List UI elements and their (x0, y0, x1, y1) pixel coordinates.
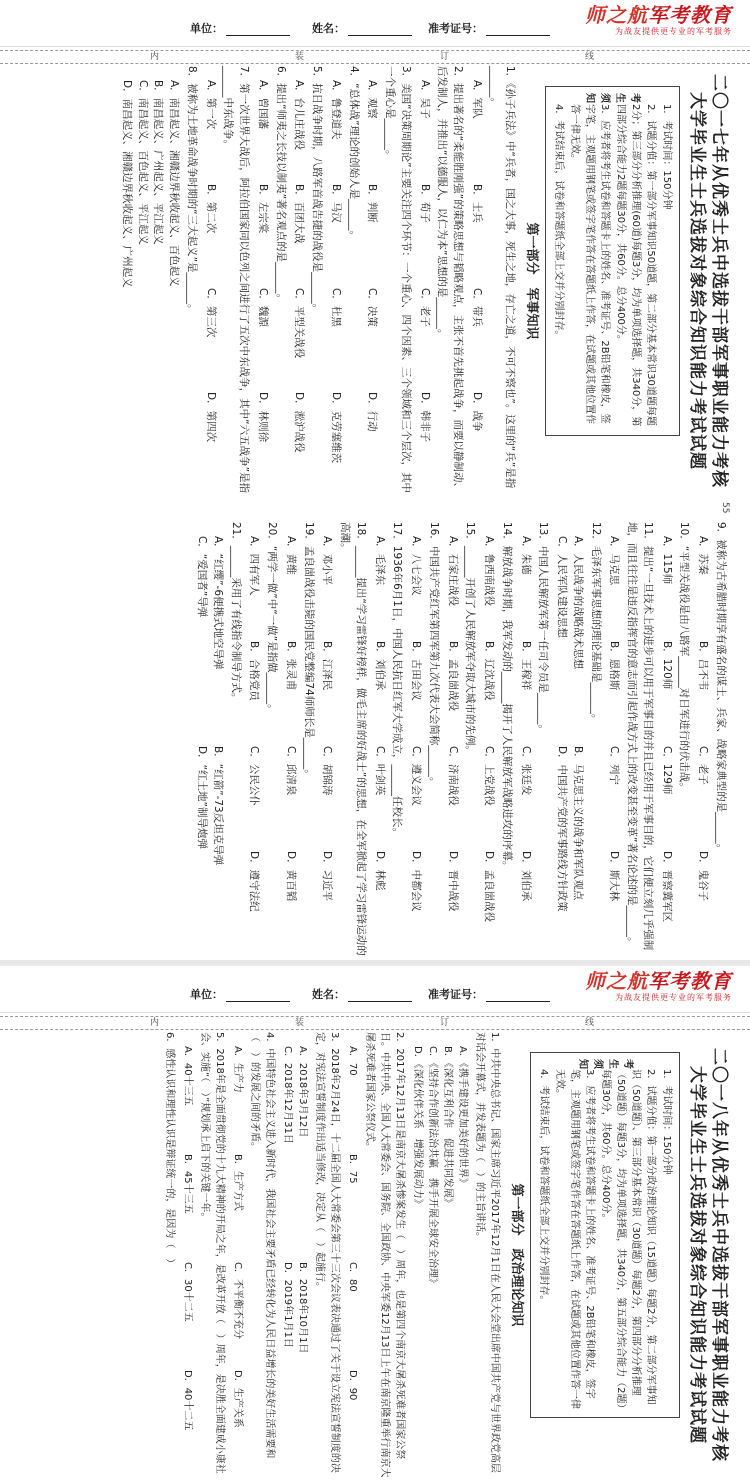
answer-option[interactable]: C．80 (347, 1262, 359, 1292)
answer-option[interactable]: B．王稼祥 (519, 641, 532, 691)
answer-option[interactable]: C．第三次 (204, 288, 217, 338)
question-text: 20．“两学一做”中“一做”是指做______。 (266, 522, 279, 715)
logo-slogan: 为战友提供更专业的军考服务 (615, 27, 732, 36)
brand-logo (585, 970, 732, 1003)
answer-option[interactable]: C．邱清泉 (285, 746, 297, 796)
answer-option[interactable]: D．行动 (366, 392, 379, 432)
binding-line (0, 50, 750, 64)
answer-option[interactable]: B．孟良崮战役 (446, 641, 459, 712)
answer-option[interactable]: D．中都会议 (410, 851, 423, 912)
answer-options (118, 80, 181, 496)
answer-options (346, 1046, 361, 1478)
answer-option[interactable]: C．不平衡不充分 (232, 1262, 244, 1339)
answer-option[interactable]: D．中国共产党的军事路线方针政策 (556, 746, 569, 912)
answer-option[interactable]: B．古田会议 (410, 641, 423, 701)
question-text: 17．1936年6月1日，中国人民抗日红军大学成立，______任校长。 (391, 522, 404, 838)
answer-options (408, 536, 424, 956)
binding-line (0, 1016, 750, 1030)
answer-option[interactable]: B．75 (347, 1154, 359, 1184)
unit-blank[interactable] (226, 991, 290, 1002)
question-text: 15．______开创了人民解放军夺取大城市的先例。 (464, 522, 477, 756)
answer-option[interactable]: D．《深化伙伴关系 增强发展动力》 (412, 1046, 424, 1209)
question-list-page3 (163, 1032, 503, 1478)
answer-option[interactable]: A．鲁登道夫 (330, 80, 342, 140)
answer-option[interactable]: B．张灵甫 (285, 641, 297, 691)
answer-option[interactable]: D．黄百韬 (285, 851, 297, 902)
answer-options (246, 536, 262, 956)
answer-option[interactable]: C．遵义会议 (410, 746, 423, 806)
answer-options (481, 536, 497, 956)
answer-option[interactable]: B．江泽民 (321, 641, 334, 691)
answer-option[interactable]: B．南昌起义、广州起义、平江起义 (152, 80, 165, 245)
question-text: 16．中国共产党红军第四军第九次代表大会简称______。 (428, 522, 440, 788)
answer-option[interactable]: D．林则徐 (257, 392, 269, 443)
ticket-field (428, 986, 550, 1002)
answer-option[interactable]: C．人民军队建设思想 (556, 536, 569, 638)
answer-options (364, 80, 380, 496)
question-text: 2．2017年12月13日是南京大屠杀惨案发生（ ）周年，也是第四个南京大屠杀死难者国家公祭日。中共中央、全国人大常委会、国务院、全国政协、中央军委12月13日上午在南京隆重举行南京大屠杀死难者国家公祭仪式。 (364, 1032, 406, 1478)
answer-options (411, 1046, 471, 1478)
logo-text-b: 军考教育 (648, 3, 732, 27)
answer-options (319, 536, 335, 956)
name-field (312, 20, 412, 36)
answer-options (416, 80, 432, 496)
logo-text-b: 军考教育 (648, 969, 732, 993)
answer-option[interactable]: C．“爱国者”导弹 (196, 536, 209, 618)
answer-option[interactable]: D．生产关系 (232, 1370, 244, 1428)
answer-options (327, 80, 343, 496)
answer-option[interactable]: B．45十三五 (182, 1154, 194, 1214)
notes-label: 考生须知 (577, 1059, 633, 1069)
answer-option[interactable]: B．判断 (366, 184, 379, 223)
unit-field (190, 20, 290, 36)
ticket-blank[interactable] (486, 25, 550, 36)
note-item: 4．考试结束后，试卷和答题纸全部上交并分别封存。 (538, 1069, 549, 1306)
exam-title-line2: 大学毕业生士兵选拔对象综合知识能力考试试题 (687, 92, 707, 470)
answer-options (468, 80, 484, 496)
answer-options (444, 536, 460, 956)
section-heading: 第一部分 政治理论知识 (509, 1183, 524, 1327)
question-text: 13．中国人民解放军第一任司令员是______。 (537, 522, 550, 735)
answer-option[interactable]: A．石家庄战役 (446, 536, 459, 607)
answer-option[interactable]: C．《坚持合作创新法治共赢 携手开展全球安全治理》 (427, 1046, 439, 1288)
answer-option[interactable]: D．刘伯承 (519, 851, 532, 902)
answer-option[interactable]: C．胡锦涛 (321, 746, 334, 796)
brand-logo (585, 4, 732, 37)
unit-field (190, 986, 290, 1002)
question-text: 8．被称为土地革命战争时期的“三大起义”是______。 (186, 66, 198, 315)
question-text: 1．中共中央总书记、国家主席习近平2017年12月1日在人民大会堂出席中国共产党与世界政党高层对话会开幕式，并发表题为（ ）的主旨讲话。 (474, 1032, 501, 1473)
question-text: 6．提出“师夷之长技以制夷”著名观点的是______。 (274, 66, 287, 305)
answer-options (254, 80, 270, 496)
answer-option[interactable]: A．八七会议 (410, 536, 423, 596)
logo-text-a: 师之航 (585, 969, 648, 993)
answer-options (282, 536, 298, 956)
question-text: 14．解放战争时期，我军发动的______揭开了人民解放军战略进攻的序幕。 (501, 522, 513, 872)
page-number: 55 (720, 502, 730, 514)
unit-label: 单位： (190, 988, 223, 1001)
question-text: 12．毛泽东军事思想的理论基础是______。 (589, 522, 602, 725)
answer-option[interactable]: C．上党战役 (483, 746, 496, 806)
answer-option[interactable]: A．南昌起义、湘赣边界秋收起义、百色起义 (168, 80, 181, 287)
note-item: 1．考试时间：150分钟 (661, 104, 672, 210)
answer-option[interactable]: C．南昌起义、百色起义、平江起义 (136, 80, 149, 245)
rotated-content-1 (20, 66, 730, 956)
answer-option[interactable]: B．“红箭”-73反坦克导弹 (212, 746, 224, 866)
question-text: 5．抗日战争时期，八路军首战告捷的战役是______。 (311, 66, 324, 315)
answer-option[interactable]: A．吴子 (418, 80, 431, 119)
binding-inner: 内 (150, 52, 160, 62)
note-item: 4．考试结束后，试卷和答题纸全部上交并分别封存。 (553, 104, 564, 341)
answer-option[interactable]: D．战争 (471, 392, 483, 432)
answer-option[interactable]: B．刘伯承 (373, 641, 386, 691)
answer-options (554, 536, 586, 956)
rotated-area-1 (0, 66, 750, 956)
answer-options (194, 536, 226, 956)
answer-option[interactable]: D．鬼谷子 (697, 851, 710, 902)
exam-title-line1: 二〇一八年从优秀士兵中选拔干部军事职业能力考核 (709, 1048, 729, 1462)
question-list-page1 (118, 66, 517, 496)
answer-option[interactable]: A．“红缨”-6便携式地空导弹 (212, 536, 224, 670)
answer-options (371, 536, 387, 956)
question-text: 10．“平型关战役是由八路军______对日军进行的伏击战。 (678, 522, 691, 793)
question-text: 1．《孙子兵法》中“兵者，国之大事，死生之地，存亡之道，不可不察也”。这里的“兵”是指______。 (488, 66, 517, 489)
binding-line-char: 线 (585, 1018, 595, 1028)
answer-option[interactable]: D．孟良崮战役 (483, 851, 496, 923)
answer-option[interactable]: C．老子 (418, 288, 431, 327)
answer-options (231, 1046, 246, 1478)
question-text: 5．2018年是全面贯彻党的十九大精神的开局之年，是改革开放（ ）周年，是决胜全面建成小康社会、实施“（ ）”规划承上启下的关键一年。 (199, 1032, 226, 1474)
rotated-content-2 (20, 1032, 730, 1478)
answer-option[interactable]: B．恩格斯 (608, 641, 621, 691)
answer-option[interactable]: A．人民战争的战略战术思想 (572, 536, 584, 670)
answer-options (517, 536, 533, 956)
answer-options (291, 80, 307, 496)
answer-option[interactable]: B．百团大战 (293, 184, 306, 244)
answer-option[interactable]: A．鲁西南战役 (483, 536, 496, 607)
answer-option[interactable]: A．毛泽东 (373, 536, 386, 586)
note-item: 3．应考者将考生试卷和答题卡上的姓名、准考证号、2B铅笔和橡皮，签字笔，主观题用钢笔或签字笔作答在答题纸上作答，在试题或其他位置作答一律无效。 (569, 104, 610, 425)
answer-option[interactable]: C．30十二五 (182, 1262, 194, 1322)
answer-option[interactable]: D．90 (347, 1370, 359, 1401)
answer-option[interactable]: D．韩非子 (418, 392, 431, 443)
exam-title-line1: 二〇一七年从优秀士兵中选拔干部军事职业能力考核 (709, 74, 729, 488)
answer-option[interactable]: C．叶剑英 (373, 746, 386, 796)
binding-inner: 内 (150, 1018, 160, 1028)
answer-option[interactable]: A．观察 (366, 80, 379, 119)
binding-order: 订 (440, 1018, 450, 1028)
binding-bind: 装 (295, 52, 305, 62)
answer-option[interactable]: D．克劳塞维茨 (330, 392, 342, 464)
question-text: 2．提出著名的“柔能胜刚强”的策略思想与韬略观点，主张不首先挑起战争，而要以静制动、后发制人，并推出“以德服人，以仁为本”思想的是______。 (436, 66, 465, 494)
answer-option[interactable]: A．马克思 (608, 536, 621, 586)
question-text: 21．______采用了有线指令制导方式。 (229, 522, 242, 704)
ticket-label: 准考证号： (428, 988, 483, 1001)
rotated-area-2 (0, 1032, 750, 1478)
answer-option[interactable]: D．第四次 (204, 392, 217, 443)
answer-option[interactable]: D．南昌起义、湘赣边界秋收起义、广州起义 (121, 80, 133, 288)
answer-option[interactable]: D．晋察冀军区 (660, 851, 673, 923)
logo-text-a: 师之航 (585, 3, 648, 27)
answer-option[interactable]: B．马汉 (330, 184, 342, 223)
exam-sheet-2018 (0, 966, 750, 1482)
answer-option[interactable]: B．第二次 (204, 184, 217, 234)
logo-slogan: 为战友提供更专业的军考服务 (615, 993, 732, 1002)
answer-option[interactable]: D．40十二五 (182, 1370, 194, 1431)
binding-order: 订 (440, 52, 450, 62)
answer-option[interactable]: C．列宁 (608, 746, 621, 785)
answer-option[interactable]: D．淞沪战役 (293, 392, 306, 453)
unit-blank[interactable] (226, 25, 290, 36)
page-3 (161, 1032, 731, 1478)
answer-option[interactable]: C．129师 (660, 746, 673, 795)
answer-option[interactable]: C．带兵 (471, 288, 483, 327)
answer-option[interactable]: C．张廷发 (519, 746, 532, 796)
page-2 (191, 522, 731, 956)
answer-option[interactable]: B．120师 (660, 641, 673, 690)
answer-option[interactable]: B．合格党员 (248, 641, 261, 701)
section-heading: 第一部分 军事知识 (524, 222, 539, 340)
answer-option[interactable]: C．老子 (697, 746, 710, 785)
binding-bind: 装 (295, 1018, 305, 1028)
name-label: 姓名： (312, 22, 345, 35)
answer-option[interactable]: A．2018年3月12日 (297, 1046, 309, 1138)
answer-option[interactable]: A．115师 (660, 536, 673, 585)
answer-options (658, 536, 674, 956)
answer-options (281, 1046, 311, 1478)
ticket-label: 准考证号： (428, 22, 483, 35)
unit-label: 单位： (190, 22, 223, 35)
question-text: 3．美国“决策周期论”主要关注四个环节：一个重心、四个因素、三个领域和三个层次，其中一个重心是______。 (384, 66, 412, 494)
answer-options (695, 536, 711, 956)
answer-option[interactable]: C．平型关战役 (293, 288, 306, 359)
answer-option[interactable]: C．公民公仆 (248, 746, 261, 806)
name-label: 姓名： (312, 988, 345, 1001)
exam-notes-box (530, 1052, 680, 1418)
page-1 (115, 66, 730, 496)
answer-option[interactable]: A．苏秦 (697, 536, 710, 575)
answer-option[interactable]: B．左宗棠 (257, 184, 269, 234)
note-item: 2．试题分值：第一部分政治理论知识（15道题）每题2分，第二部分军事知识（50道题）、第三部分基本常识（30道题）每题2分，第四部分分析推理（50道题）每题3分，均为单项选择题，共340分，第五部分综合能力（2题）每题30分，共60分。总分400分。 (600, 1069, 656, 1409)
ticket-blank[interactable] (486, 991, 550, 1002)
answer-option[interactable]: C．2018年12月31日 (282, 1046, 294, 1144)
answer-option[interactable]: A．四有军人 (248, 536, 261, 596)
answer-option[interactable]: D．斯大林 (608, 851, 621, 902)
note-item: 2．试题分值：第一部分军事知识50道题，第二部分基本常识30道题每题2分；第三部分分析推理(60道)每题3分，均为单项选择题，共340分，第四部分综合能力2题每题30分，共60分。总分400分。 (615, 104, 656, 427)
question-text: 18．______提出“学习雷锋好榜样，做毛主席的好战士”的思想，在全军掀起了学习雷锋运动的高潮。 (339, 522, 367, 956)
answer-option[interactable]: A．邓小平 (321, 536, 334, 586)
answer-options (181, 1046, 196, 1478)
answer-option[interactable]: B．辽沈战役 (483, 641, 496, 701)
question-text: 4．“总体战”理论的创始人是______。 (347, 66, 360, 242)
answer-option[interactable]: C．决策 (366, 288, 379, 327)
answer-option[interactable]: B．士兵 (471, 184, 483, 223)
answer-option[interactable]: D．遵守法纪 (248, 851, 261, 912)
answer-option[interactable]: A．生产力 (232, 1046, 244, 1093)
answer-option[interactable]: C．魏源 (257, 288, 269, 327)
answer-option[interactable]: A．《携手建设更加美好的世界》 (457, 1046, 469, 1188)
answer-option[interactable]: B．2018年10月1日 (297, 1262, 309, 1354)
note-item: 1．考试时间：150分钟 (661, 1069, 672, 1175)
name-blank[interactable] (348, 991, 412, 1002)
answer-option[interactable]: D．2019年1月1日 (282, 1262, 294, 1348)
answer-option[interactable]: A．第一次 (204, 80, 217, 130)
question-text: 7．第一次世界大战后，阿拉伯国家同以色列之间进行了五次中东战争，其中“六五战争”是指______中东战争。 (222, 66, 251, 494)
name-blank[interactable] (348, 25, 412, 36)
answer-option[interactable]: A．70 (347, 1046, 359, 1076)
answer-option[interactable]: D．晋中战役 (446, 851, 459, 912)
note-item: 3．应考者将考生试卷和答题卡上的姓名、准考证号、2B铅笔和橡皮，签字笔，主观题用钢笔或签字笔作答在答题纸上作答，在试题或其他位置作答一律无效。 (554, 1069, 595, 1409)
answer-option[interactable]: A．曾国藩 (257, 80, 269, 130)
answer-option[interactable]: B．荀子 (418, 184, 431, 223)
answer-option[interactable]: A．黄维 (285, 536, 297, 575)
question-text: 11．提出“一旦技术上的进步可以用于军事目的并且已经用于军事目的，它们便立刻几乎强制地，而且往往是违反指挥官的意志而引起作战方式上的改变甚至变革”著名论述的是______。 (626, 522, 654, 951)
exam-title-line2: 大学毕业生士兵选拔对象综合知识能力考试试题 (687, 1066, 707, 1444)
notes-label: 考生须知 (584, 93, 641, 103)
name-field (312, 986, 412, 1002)
question-text: 19．孟良崮战役击毙的国民党整编74师师长是______。 (302, 522, 315, 780)
binding-line-char: 线 (585, 52, 595, 62)
answer-option[interactable]: A．朱德 (519, 536, 532, 575)
question-text: 9．被称为古希腊时期享有盛名的谋士、兵家、战略家典型的是______。 (715, 522, 727, 855)
answer-option[interactable]: B．吕不韦 (697, 641, 710, 691)
answer-options (202, 80, 218, 496)
answer-option[interactable]: D．习近平 (321, 851, 334, 902)
answer-option[interactable]: A．台儿庄战役 (293, 80, 306, 151)
sheet-header (0, 966, 750, 1013)
answer-option[interactable]: D．林彪 (373, 851, 386, 891)
answer-option[interactable]: C．济南战役 (446, 746, 459, 806)
question-list-page2 (194, 522, 729, 956)
answer-options (606, 536, 622, 956)
question-text: 6．感性认识和理性认识是辩证统一的，是因为（ ） (164, 1032, 176, 1269)
answer-option[interactable]: A．军队 (471, 80, 483, 119)
ticket-field (428, 20, 550, 36)
answer-option[interactable]: B．生产方式 (232, 1154, 244, 1211)
exam-notes-box (545, 86, 680, 436)
question-text: 3．2018年2月24日，十二届全国人大常委会第三十三次会议表决通过了关于设立宪法宣誓制度的决定，对宪法宣誓制度作出适当修改，决定从（ ）起施行。 (314, 1032, 341, 1473)
answer-option[interactable]: B．马克思主义的战争和军队观点 (572, 746, 584, 901)
answer-option[interactable]: C．杜黑 (330, 288, 342, 327)
question-text: 4．中国特色社会主义进入新时代，我国社会主要矛盾已经转化为人民日益增长的美好生活需要和（ ）的发展之间的矛盾。 (249, 1032, 276, 1459)
sheet-header (0, 0, 750, 47)
answer-option[interactable]: D．“红土地”制导炮弹 (196, 746, 209, 849)
answer-option[interactable]: A．40十三五 (182, 1046, 194, 1106)
answer-option[interactable]: B．《深化互利合作 促进共同发展》 (442, 1046, 454, 1208)
